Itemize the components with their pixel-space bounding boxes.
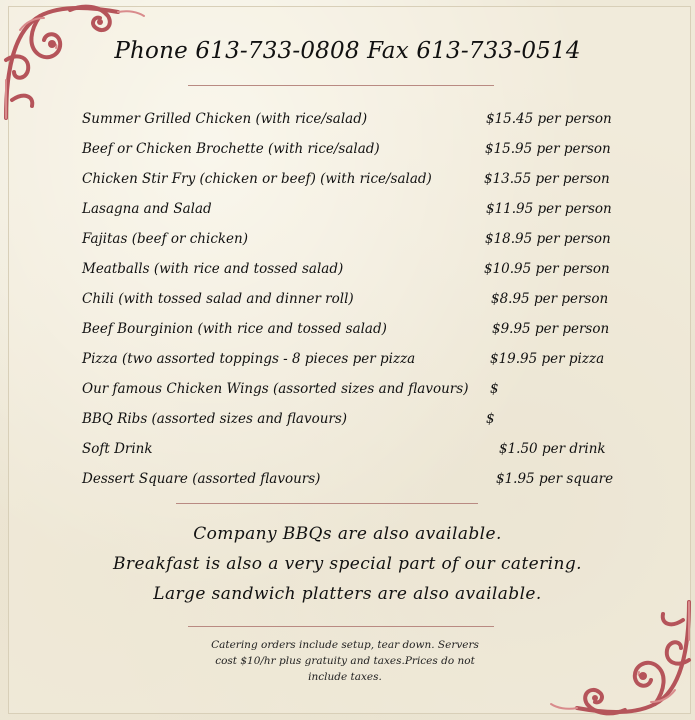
menu-item: [82, 318, 622, 348]
menu-item-price: $19.95 per pizza: [490, 351, 605, 367]
menu-item-price: $15.95 per person: [485, 141, 611, 157]
footnote-line: include taxes.: [308, 671, 382, 683]
divider-middle: [176, 503, 478, 504]
menu-list: [82, 108, 622, 498]
menu-item-price: $9.95 per person: [492, 321, 610, 337]
menu-item-name: Lasagna and Salad: [82, 201, 212, 217]
menu-item-price: $10.95 per person: [484, 261, 610, 277]
menu-item: [82, 198, 622, 228]
menu-item: [82, 228, 622, 258]
menu-item-price: $1.50 per drink: [499, 441, 606, 457]
note-breakfast: Breakfast is also a very special part of our catering.: [113, 554, 582, 574]
menu-item-name: Soft Drink: [82, 441, 153, 457]
note-bbq: Company BBQs are also available.: [193, 524, 502, 544]
menu-item-name: Chicken Stir Fry (chicken or beef) (with rice/salad): [82, 171, 432, 187]
menu-item-price: $: [486, 411, 495, 427]
menu-item: [82, 138, 622, 168]
divider-bottom: [188, 626, 494, 627]
footnote-line: Catering orders include setup, tear down. Servers: [211, 639, 479, 651]
menu-item-price: $13.55 per person: [484, 171, 610, 187]
menu-item: [82, 258, 622, 288]
menu-item-name: BBQ Ribs (assorted sizes and flavours): [82, 411, 348, 427]
menu-item: [82, 168, 622, 198]
menu-item-price: $18.95 per person: [485, 231, 611, 247]
menu-item: [82, 348, 622, 378]
menu-item-name: Summer Grilled Chicken (with rice/salad): [82, 111, 368, 127]
menu-item-name: Dessert Square (assorted flavours): [82, 471, 321, 487]
menu-item: [82, 108, 622, 138]
menu-item-name: Pizza (two assorted toppings - 8 pieces per pizza: [82, 351, 416, 367]
menu-item-price: $: [490, 381, 499, 397]
footnote-line: cost $10/hr plus gratuity and taxes.Prices do not: [215, 655, 475, 667]
contact-phone-fax: Phone 613-733-0808 Fax 613-733-0514: [114, 38, 581, 64]
menu-item-price: $8.95 per person: [491, 291, 609, 307]
menu-item: [82, 378, 622, 408]
menu-item-price: $1.95 per square: [496, 471, 614, 487]
menu-item: [82, 468, 622, 498]
menu-item-price: $15.45 per person: [486, 111, 612, 127]
menu-item-name: Our famous Chicken Wings (assorted sizes and flavours): [82, 381, 469, 397]
menu-item-price: $11.95 per person: [486, 201, 612, 217]
menu-item-name: Beef Bourginion (with rice and tossed salad): [82, 321, 387, 337]
menu-item-name: Fajitas (beef or chicken): [82, 231, 249, 247]
corner-ornament-bottom-right: [545, 600, 695, 720]
menu-item-name: Meatballs (with rice and tossed salad): [82, 261, 344, 277]
catering-footnote: [200, 637, 490, 685]
menu-item: [82, 438, 622, 468]
menu-item: [82, 408, 622, 438]
service-notes: [0, 519, 695, 609]
note-sandwich: Large sandwich platters are also available.: [153, 584, 542, 604]
menu-item: [82, 288, 622, 318]
divider-top: [188, 85, 494, 86]
menu-item-name: Chili (with tossed salad and dinner roll): [82, 291, 354, 307]
menu-item-name: Beef or Chicken Brochette (with rice/salad): [82, 141, 380, 157]
